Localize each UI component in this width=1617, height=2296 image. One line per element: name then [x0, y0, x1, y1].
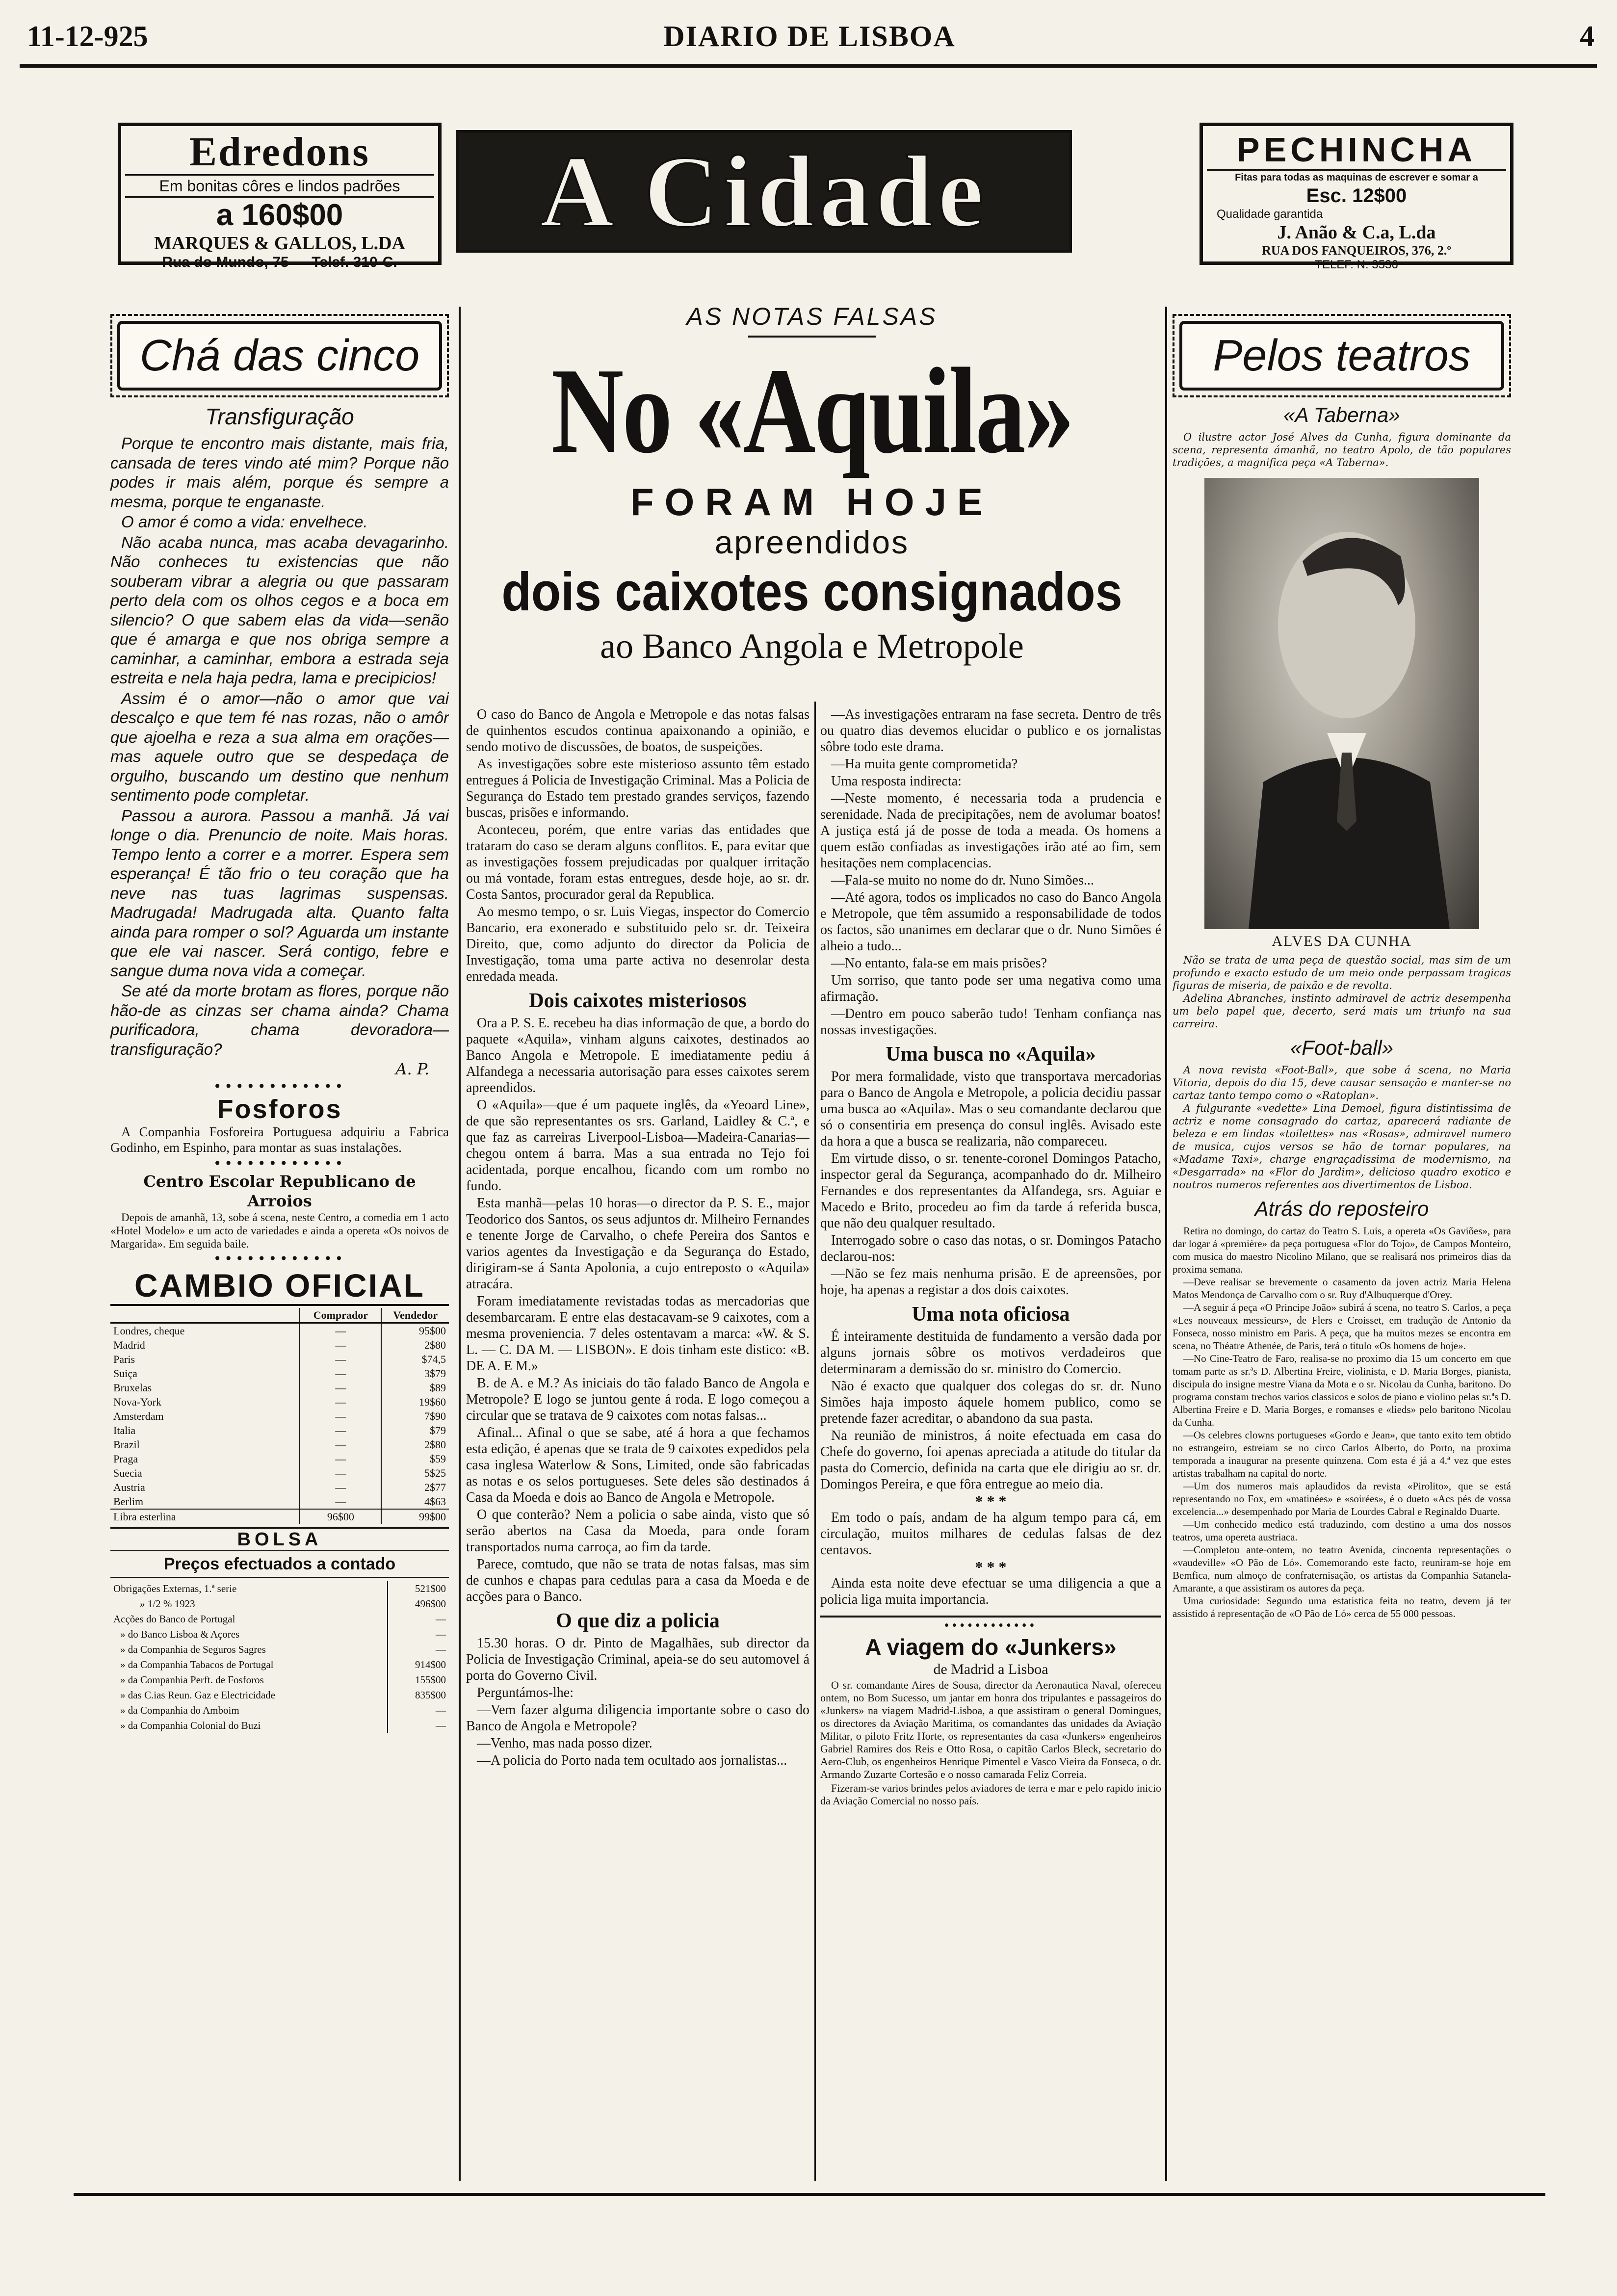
cambio-cell: — — [300, 1352, 381, 1366]
portrait-figure — [1204, 478, 1479, 929]
ad-pechincha-title: PECHINCHA — [1207, 130, 1506, 171]
cambio-cell: $59 — [430, 1453, 446, 1465]
cambio-cell: Bruxelas — [113, 1382, 152, 1394]
table-row — [110, 1672, 449, 1688]
ad-pechincha-phone: TELEF. N. 3536 — [1315, 258, 1398, 271]
masthead-page: 4 — [1580, 20, 1594, 52]
article-paragraph: Por mera formalidade, visto que transportava mercadorias para o Banco de Angola e Metropole, a policia decidiu passar uma busca ao «Aquila». Mas o seu comandante declarou que só o consentiria em presença do consul inglês. Avisado este da hora a que a busca se realizaria, não compareceu. — [820, 1069, 1161, 1149]
article-paragraph: Esta manhã—pelas 10 horas—o director da P. S. E., major Teodorico dos Santos, os seus adjuntos dr. Milheiro Fernandes e tenente Jorge de Carvalho, o chefe Pereira dos Santos e varios agentes da Investigação e da Segurança do Estado, dirigiram-se á Santa Apolonia, a cujo entreposto o «Aquila» atracára. — [466, 1196, 809, 1292]
article-paragraph: —Não se fez mais nenhuma prisão. E de apreensões, por hoje, ha apenas a registar a dos dois caixotes. — [820, 1266, 1161, 1298]
table-row — [110, 1596, 449, 1612]
bolsa-title: BOLSA — [110, 1527, 449, 1551]
bolsa-cell: — — [388, 1718, 449, 1733]
cambio-cell: 2$77 — [424, 1481, 446, 1493]
cambio-cell: 2$80 — [424, 1438, 446, 1451]
table-row — [110, 1642, 449, 1657]
table-row — [110, 1423, 449, 1437]
article-column-1 — [466, 706, 809, 2173]
cha-body — [110, 434, 449, 1059]
table-row — [110, 1612, 449, 1627]
cambio-cell: — — [300, 1494, 381, 1509]
cha-paragraph: Não acaba nunca, mas acaba devagarinho. Não conheces tu existencias que não souberam vibrar a alegria ou que passaram perto dela com os olhos cegos e a boca em silencio? O que sabem elas da vida—senão que é amarga e que nos obriga sempre a caminhar, a caminhar, embora a estrada seja estreita e nela haja pedra, lama e precipicios! — [110, 533, 449, 687]
bolsa-cell: 914$00 — [388, 1657, 449, 1672]
bolsa-cell: — — [388, 1612, 449, 1627]
article-subhead: O que diz a policia — [556, 1610, 720, 1632]
cambio-cell: Suecia — [113, 1467, 142, 1479]
bolsa-cell: » da Companhia Perft. de Fosforos — [120, 1674, 264, 1686]
ad-pechincha-line2: Qualidade garantida — [1217, 208, 1323, 221]
ad-pechincha-address: RUA DOS FANQUEIROS, 376, 2.º — [1262, 243, 1451, 258]
bolsa-cell: — — [388, 1627, 449, 1642]
teatros-paragraph: Adelina Abranches, instinto admiravel de actriz desempenha um belo papel que, decerto, será mais um triunfo na sua carreira. — [1173, 992, 1511, 1030]
bolsa-cell: 835$00 — [388, 1688, 449, 1703]
article-paragraph: O caso do Banco de Angola e Metropole e das notas falsas de quinhentos escudos continua apaixonando a opinião, e sendo motivo de discussões, de boatos, de suspeições. — [466, 707, 809, 755]
article-subhead: Uma nota oficiosa — [912, 1303, 1070, 1326]
junkers-paragraph: O sr. comandante Aires de Sousa, director da Aeronautica Naval, ofereceu ontem, no Bom Sucesso, um jantar em honra dos tripulantes e passageiros do «Junkers» na viagem Madrid-Lisboa, a que assistiram o general Domingues, os directores da Aviação Maritima, os comandantes das unidades da Aviação Militar, o piloto Fritz Horte, os representantes da casa «Junkers» engenheiros Gabriel Ramires dos Reis e Otto Rosa, o capitão Carlos Bleck, secretario do Aero-Club, os engenheiros Henrique Pimentel e Vasco Vieira da Fonseca, o dr. Armando Zuzarte Cortesão e o nosso camarada Feliz Correia. — [820, 1679, 1161, 1780]
article-paragraph: —Dentro em pouco saberão tudo! Tenham confiança nas nossas investigações. — [820, 1006, 1161, 1038]
bolsa-cell: » da Companhia Tabacos de Portugal — [120, 1659, 274, 1670]
column-rule-left — [459, 307, 461, 2181]
bolsa-table — [110, 1581, 449, 1733]
table-row — [110, 1657, 449, 1672]
cha-paragraph: O amor é como a vida: envelhece. — [121, 513, 368, 531]
cambio-cell: — — [300, 1338, 381, 1352]
table-row — [110, 1703, 449, 1718]
cambio-header-row — [110, 1308, 449, 1323]
teatros-intro: O ilustre actor José Alves da Cunha, figura dominante da scena, representa ámanhã, no teatro Apolo, de tão populares tradições, a magnifica peça «A Taberna». — [1173, 431, 1511, 469]
article-column-2 — [820, 706, 1161, 2173]
article-paragraph: Ao mesmo tempo, o sr. Luis Viegas, inspector do Comercio Bancario, era exonerado e substituido pelo sr. dr. Teixeira Direito, que, como adjunto do director da Policia de Investigação, toma uma parte activa no desenrolar desta enredada meada. — [466, 904, 809, 984]
cambio-cell: $79 — [430, 1424, 446, 1436]
cambio-header: Vendedor — [393, 1309, 438, 1321]
right-column — [1173, 314, 1511, 2178]
teatros-subhead: «Foot-ball» — [1290, 1036, 1394, 1059]
cambio-header: Comprador — [300, 1308, 381, 1323]
cambio-cell: $89 — [430, 1382, 446, 1394]
teatros-paragraph: A fulgurante «vedette» Lina Demoel, figura distintissima de actriz e nome consagrado do cartaz, aparecerá radiante de beleza e em lindas «toilettes» nas «Rosas», admiravel numero de musica, cujos versos se hão de tornar populares, na «Madame Taxi», charge engraçadissima de modernismo, na «Desgarrada» na «Flor do Jardim», delicioso quadro exotico e noutros numeros referentes aos divertimentos de Lisboa. — [1173, 1102, 1511, 1191]
masthead-date: 11-12-925 — [27, 20, 148, 52]
cambio-cell: 99$00 — [419, 1511, 446, 1523]
table-row — [110, 1509, 449, 1524]
cambio-table — [110, 1308, 449, 1524]
junkers-paragraph: Fizeram-se varios brindes pelos aviadores de terra e mar e pelo rapido inicio da Aviação Comercial no nosso país. — [820, 1782, 1161, 1807]
fosforos-text: A Companhia Fosforeira Portuguesa adquiriu a Fabrica Godinho, em Espinho, para montar as suas instalações. — [110, 1124, 449, 1155]
table-row — [110, 1688, 449, 1703]
cambio-cell: — — [300, 1452, 381, 1466]
article-paragraph: —A policia do Porto nada tem ocultado aos jornalistas... — [477, 1753, 787, 1768]
cambio-header — [110, 1308, 300, 1323]
teatros-header-frame — [1173, 314, 1511, 397]
cambio-cell: — — [300, 1409, 381, 1423]
bolsa-cell: 496$00 — [388, 1596, 449, 1612]
main-deck-1: FORAM HOJE — [630, 480, 994, 523]
arroios-title: Centro Escolar Republicano de Arroios — [143, 1172, 416, 1210]
table-row — [110, 1627, 449, 1642]
table-row — [110, 1381, 449, 1395]
article-paragraph: 15.30 horas. O dr. Pinto de Magalhães, sub director da Policia de Investigação Criminal, apeia-se do seu automovel á porta do Governo Civil. — [466, 1636, 809, 1683]
ad-edredons-line: Em bonitas côres e lindos padrões — [125, 174, 434, 198]
article-paragraph: Aconteceu, porém, que entre varias das entidades que trataram do caso se deram alguns conflitos. E, para evitar que as investigações fossem prejudicadas por qualquer irritação ou má vontade, foram estas entregues, desde hoje, ao sr. dr. Costa Santos, procurador geral da Republica. — [466, 822, 809, 902]
article-paragraph: —Neste momento, é necessaria toda a prudencia e serenidade. Nada de precipitações, nem de avolumar boatos! A justiça está já de posse de toda a meada. Os homens a quem estão confiadas as investigações irão até ao fim, sem hesitações nem complacencias. — [820, 791, 1161, 871]
article-paragraph: As investigações sobre este misterioso assunto têm estado entregues á Policia de Investigação Criminal. Mas a Policia de Segurança do Estado tem prestado grandes serviços, fazendo buscas, prisões e informando. — [466, 757, 809, 820]
table-row — [110, 1452, 449, 1466]
article-paragraph: —Até agora, todos os implicados no caso do Banco Angola e Metropole, que têm assumido a responsabilidade de todos os factos, são unanimes em declarar que o dr. Nuno Simões é alheio a tudo... — [820, 890, 1161, 954]
article-paragraph: Na reunião de ministros, á noite efectuada em casa do Chefe do governo, foi apenas apreciada a atitude do titular da pasta do Comercio, definida na carta que ele dirigiu ao sr. dr. Domingos Pereira, e que fôra entregue ao meio dia. — [820, 1428, 1161, 1492]
cambio-cell: 3$79 — [424, 1367, 446, 1380]
table-row — [110, 1366, 449, 1381]
teatros-paragraph: Uma curiosidade: Segundo uma estatistica feita no teatro, devem já ter assistido á representação de «O Pão de Ló» cerca de 55 000 pessoas. — [1173, 1595, 1511, 1619]
article-paragraph: Um sorriso, que tanto pode ser uma negativa como uma afirmação. — [820, 973, 1161, 1004]
cambio-cell: Berlim — [113, 1495, 144, 1508]
ad-pechincha — [1200, 123, 1513, 271]
cambio-cell: 19$60 — [419, 1396, 446, 1408]
junkers-title: A viagem do «Junkers» — [865, 1634, 1117, 1660]
bolsa-cell: » 1/2 % 1923 — [140, 1598, 195, 1610]
teatros-paragraph: —No Cine-Teatro de Faro, realisa-se no proximo dia 15 um concerto em que tomam parte as sr.ªs D. Albertina Freire, violinista, e D. Maria Borges, pianista, discipula do insigne mestre Viana da Mota e o sr. Nicolau da Cunha, baritono. Do programa constam trechos varios classicos e solos de piano e violino pelas sr.ªs D. Albertina Freire e D. Maria Borges, e romanses e «lieds» pelo baritono Nicolau da Cunha. — [1173, 1353, 1511, 1428]
cha-signature: A. P. — [395, 1060, 429, 1078]
cambio-cell: — — [300, 1480, 381, 1494]
teatros-body-1 — [1173, 954, 1511, 1030]
cambio-cell: Austria — [113, 1481, 145, 1493]
teatros-paragraph: —Um conhecido medico está traduzindo, com destino a uma dos nossos teatros, uma opereta austriaca. — [1173, 1518, 1511, 1543]
article-paragraph: —Fala-se muito no nome do dr. Nuno Simões... — [831, 873, 1094, 888]
cambio-cell: — — [300, 1366, 381, 1381]
cha-paragraph: Porque te encontro mais distante, mais fria, cansada de teres vindo até mim? Porque não podes ir mais além, porque és sempre a mesma, porque te enganaste. — [110, 434, 449, 511]
teatros-paragraph: Não se trata de uma peça de questão social, mas sim de um profundo e exacto estudo de um meio onde perpassam tragicas figuras de miseria, de paixão e de revolta. — [1173, 954, 1511, 991]
ad-edredons-price: a 160$00 — [216, 198, 343, 232]
teatros-subhead: «A Taberna» — [1283, 403, 1400, 426]
article-paragraph: Afinal... Afinal o que se sabe, até á hora a que fechamos esta edição, é apenas que se trata de 9 caixotes expedidos pela casa inglesa Waterlow & Sons, Limited, onde são fabricadas as notas e os selos portugueses. Sete deles são destinados á Casa da Moeda e dois ao Banco de Angola e Metropole. — [466, 1425, 809, 1505]
bolsa-cell: Acções do Banco de Portugal — [113, 1613, 235, 1625]
table-row — [110, 1718, 449, 1733]
bolsa-cell: 155$00 — [388, 1672, 449, 1688]
cambio-cell: Madrid — [113, 1339, 145, 1351]
main-deck-4: ao Banco Angola e Metropole — [600, 626, 1024, 666]
cambio-cell: 5$25 — [424, 1467, 446, 1479]
cambio-cell: — — [300, 1395, 381, 1409]
ad-edredons-title: Edredons — [189, 129, 370, 175]
masthead-rule — [20, 64, 1597, 68]
article-paragraph: Ainda esta noite deve efectuar se uma diligencia a que a policia liga muita importancia. — [820, 1576, 1161, 1607]
cambio-cell: — — [300, 1466, 381, 1480]
portrait-photo — [1204, 478, 1479, 929]
cambio-cell: Londres, cheque — [113, 1325, 185, 1337]
bolsa-cell: Obrigações Externas, 1.ª serie — [113, 1583, 237, 1594]
article-paragraph: Uma resposta indirecta: — [831, 774, 962, 789]
divider: •••••••••••• — [213, 1155, 346, 1172]
cambio-cell: 7$90 — [424, 1410, 446, 1422]
ad-edredons — [118, 123, 442, 270]
article-paragraph: Ora a P. S. E. recebeu ha dias informação de que, a bordo do paquete «Aquila», vinham alguns caixotes, destinados ao Banco Angola e Metropole. E imediatamente pediu á Alfandega a necessaria autorisação para esses caixotes serem apreendidos. — [466, 1016, 809, 1096]
cambio-cell: — — [300, 1323, 381, 1338]
article-paragraph: B. de A. e M.? As iniciais do tão falado Banco de Angola e Metropole? E logo se juntou gente á roda. E logo começou a circular que se tratava de 9 caixotes com notas falsas... — [466, 1376, 809, 1423]
teatros-header: Pelos teatros — [1179, 321, 1504, 391]
table-row — [110, 1409, 449, 1423]
cha-header: Chá das cinco — [117, 321, 442, 391]
bolsa-cell: » das C.ias Reun. Gaz e Electricidade — [120, 1689, 276, 1701]
article-paragraph: —Vem fazer alguma diligencia importante sobre o caso do Banco de Angola e Metropole? — [466, 1702, 809, 1734]
divider: •••••••••••• — [820, 1616, 1161, 1634]
article-paragraph: —As investigações entraram na fase secreta. Dentro de três ou quatro dias devemos elucidar o publico e os jornalistas sôbre todo este drama. — [820, 707, 1161, 755]
bolsa-cell: 521$00 — [388, 1581, 449, 1596]
cambio-cell: 2$80 — [424, 1339, 446, 1351]
table-row — [110, 1480, 449, 1494]
ad-edredons-firm: MARQUES & GALLOS, L.DA — [154, 233, 405, 254]
kicker-ornament — [748, 336, 876, 338]
article-subhead: Dois caixotes misteriosos — [529, 990, 747, 1012]
table-row — [110, 1494, 449, 1509]
teatros-body-3 — [1173, 1225, 1511, 1620]
junkers-body — [820, 1679, 1161, 1807]
article-paragraph: Em todo o país, andam de ha algum tempo para cá, em circulação, muitos milhares de cedulas falsas de dez centavos. — [820, 1510, 1161, 1558]
left-column — [110, 314, 449, 2183]
cambio-cell: $74,5 — [421, 1353, 446, 1365]
teatros-body-2 — [1173, 1064, 1511, 1191]
fosforos-title: Fosforos — [217, 1095, 342, 1124]
cambio-cell: — — [300, 1423, 381, 1437]
cambio-cell: Nova-York — [113, 1396, 161, 1408]
bottom-rule — [74, 2193, 1545, 2196]
ad-pechincha-price: Esc. 12$00 — [1306, 185, 1407, 207]
teatros-subhead: Atrás do reposteiro — [1254, 1197, 1429, 1220]
table-row — [110, 1395, 449, 1409]
divider: •••••••••••• — [213, 1251, 346, 1267]
stars-separator: * * * — [975, 1558, 1007, 1576]
ad-edredons-address: Rua do Mundo, 75 — Telef. 310-C. — [162, 254, 397, 270]
stars-separator: * * * — [975, 1492, 1007, 1510]
teatros-paragraph: —Um dos numeros mais aplaudidos da revista «Pirolito», que se está representando no Fox, em «matinées» e «soirées», é o dueto «Acs pés de vossa excelencia...» desempenhado por Maria de Lourdes Cabral e Reginaldo Duarte. — [1173, 1480, 1511, 1517]
cambio-cell: 96$00 — [300, 1509, 381, 1524]
table-row — [110, 1352, 449, 1366]
article-paragraph: O «Aquila»—que é um paquete inglês, da «Yeoard Line», de que são representantes os srs. Garland, Laidley & C.ª, e que faz as carreiras Liverpool-Lisboa—Madeira-Canarias—chegou ontem á barra. Mas a sua entrada no Tejo foi acidentada, porque encalhou, ficando com um rombo no fundo. — [466, 1097, 809, 1194]
teatros-paragraph: —Deve realisar se brevemente o casamento da joven actriz Maria Helena Matos Mendonça de Carvalho com o sr. Ruy d'Albuquerque d'Orey. — [1173, 1276, 1511, 1301]
section-logo-box — [456, 130, 1072, 253]
cambio-cell: — — [300, 1437, 381, 1452]
table-row — [110, 1466, 449, 1480]
article-paragraph: —Venho, mas nada posso dizer. — [477, 1736, 652, 1751]
cambio-cell: 4$63 — [424, 1495, 446, 1508]
arroios-text: Depois de amanhã, 13, sobe á scena, neste Centro, a comedia em 1 acto «Hotel Modelo» e um acto de variedades e ainda a opereta «Os noivos de Margarida». Em seguida baile. — [110, 1211, 449, 1250]
article-paragraph: É inteiramente destituida de fundamento a versão dada por alguns jornais sôbre os motivos verdadeiros que determinaram a demissão do sr. ministro do Comercio. — [820, 1329, 1161, 1377]
cha-paragraph: Se até da morte brotam as flores, porque não hão-de as cinzas ser chama ainda? Chama purificadora, chama devoradora—transfiguração? — [110, 982, 449, 1058]
cambio-cell: Suiça — [113, 1367, 137, 1380]
cambio-cell: Amsterdam — [113, 1410, 164, 1422]
cha-subtitle: Transfiguração — [205, 404, 354, 429]
cambio-cell: Libra esterlina — [113, 1511, 176, 1523]
ad-pechincha-firm: J. Anão & C.a, L.da — [1277, 222, 1436, 243]
article-paragraph: Interrogado sobre o caso das notas, o sr. Domingos Patacho declarou-nos: — [820, 1233, 1161, 1264]
article-paragraph: Em virtude disso, o sr. tenente-coronel Domingos Patacho, inspector geral da Segurança, acompanhado do dr. Milheiro Fernandes e dos representantes da Alfandega, srs. Aguiar e Macedo e Brito, procedeu ao fim da tarde á referida busca, que não deu qualquer resultado. — [820, 1151, 1161, 1231]
main-deck-2: apreendidos — [714, 524, 910, 560]
bolsa-cell: » do Banco Lisboa & Açores — [120, 1628, 240, 1640]
article-paragraph: Perguntámos-lhe: — [477, 1685, 574, 1700]
cambio-cell: Paris — [113, 1353, 135, 1365]
section-logo: A Cidade — [540, 135, 989, 249]
article-paragraph: Foram imediatamente revistadas todas as mercadorias que desembarcaram. E entre elas destacavam-se 9 caixotes, com a mesma proveniencia. 7 deles ostentavam a marca: «W. & S. L. — C. DA M. — LISBON». E dois tinham este distico: «B. DE A. E M.» — [466, 1294, 809, 1374]
junkers-subtitle: de Madrid a Lisboa — [933, 1661, 1048, 1677]
main-headline-block — [464, 299, 1160, 706]
article-paragraph: Não é exacto que qualquer dos colegas do sr. dr. Nuno Simões haja imposto áquele homem publico, como se pretende fazer acreditar, o abandono da sua pasta. — [820, 1379, 1161, 1426]
main-deck-3: dois caixotes consignados — [501, 562, 1122, 622]
teatros-paragraph: Retira no domingo, do cartaz do Teatro S. Luis, a opereta «Os Gaviões», para dar logar á «première» da peça portuguesa «Flor do Tojo», de Campos Monteiro, com musica do maestro Nicolino Milano, que se realisará nos primeiros dias da proxima semana. — [1173, 1225, 1511, 1275]
divider: •••••••••••• — [213, 1078, 346, 1095]
table-row — [110, 1437, 449, 1452]
portrait-caption: ALVES DA CUNHA — [1272, 933, 1412, 949]
article-paragraph: —No entanto, fala-se em mais prisões? — [831, 956, 1047, 971]
column-rule-right — [1165, 307, 1167, 2181]
cambio-cell: — — [300, 1381, 381, 1395]
column-rule-center — [814, 702, 816, 2181]
cha-header-frame — [110, 314, 449, 397]
bolsa-subtitle: Preços efectuados a contado — [110, 1551, 449, 1578]
article-paragraph: Parece, comtudo, que não se trata de notas falsas, mas sim de cunhos e chapas para cedulas para a casa da Moeda e de acções para o Banco. — [466, 1557, 809, 1604]
bolsa-cell: » da Companhia de Seguros Sagres — [120, 1644, 266, 1655]
cambio-cell: Brazil — [113, 1438, 140, 1451]
table-row — [110, 1338, 449, 1352]
bolsa-cell: — — [388, 1642, 449, 1657]
teatros-paragraph: A nova revista «Foot-Ball», que sobe á scena, no Maria Vitoria, depois do dia 15, deve causar sensação e manter-se no cartaz tanto tempo como o «Ratoplan». — [1173, 1064, 1511, 1101]
cha-paragraph: Passou a aurora. Passou a manhã. Já vai longe o dia. Prenuncio de noite. Mais horas. Tempo lento a correr e a morrer. Espera sem esperança! É tão frio o teu coração que ha neve nas tuas lagrimas suspensas. Madrugada! Madrugada alta. Quanto falta ainda para romper o sol? Aguarda um instante que ele vai nascer. Será contigo, febre e sangue duma nova vida a começar. — [110, 806, 449, 980]
cambio-cell: Italia — [113, 1424, 136, 1436]
teatros-paragraph: —Os celebres clowns portugueses «Gordo e Jean», que tanto exito tem obtido no estrangeiro, estreiam se no circo Carlos Alberto, do Porto, na proxima temporada a inaugurar na presente quinzena. Com esta é já a 4.ª vez que estes artistas trabalham na capital do norte. — [1173, 1429, 1511, 1479]
article-paragraph: O que conterão? Nem a policia o sabe ainda, visto que só serão abertos na Casa da Moeda, para onde foram transportados numa carroça, ao fim da tarde. — [466, 1507, 809, 1555]
bolsa-cell: » da Companhia Colonial do Buzi — [120, 1720, 261, 1731]
cha-paragraph: Assim é o amor—não o amor que vai descalço e que tem fé nas rozas, não o amôr que ajoelha e reza a sua alma em orações—mas aquele outro que se despedaça de orgulho, buscando um destino que nenhum sentimento pode completar. — [110, 689, 449, 804]
bolsa-cell: » da Companhia do Amboim — [120, 1704, 239, 1716]
table-row — [110, 1581, 449, 1596]
table-row — [110, 1323, 449, 1338]
main-headline: No «Aquila» — [551, 343, 1073, 479]
ad-pechincha-line: Fitas para todas as maquinas de escrever e somar a — [1235, 172, 1478, 183]
article-subhead: Uma busca no «Aquila» — [886, 1043, 1096, 1066]
teatros-paragraph: —Completou ante-ontem, no teatro Avenida, cincoenta representações o «vaudeville» «O Pão de Ló». Comemorando este facto, reuniram-se hoje em Bemfica, num almoço de confraternisação, os artistas da Companhia Satanela-Amarante, a que assistiram os autores da peça. — [1173, 1544, 1511, 1594]
bolsa-cell: — — [388, 1703, 449, 1718]
main-kicker: AS NOTAS FALSAS — [686, 303, 938, 330]
cambio-title: CAMBIO OFICIAL — [110, 1267, 449, 1306]
article-paragraph: —Ha muita gente comprometida? — [831, 757, 1018, 772]
cambio-cell: Praga — [113, 1453, 138, 1465]
masthead-title: DIARIO DE LISBOA — [663, 20, 956, 52]
cambio-cell: 95$00 — [419, 1325, 446, 1337]
teatros-paragraph: —A seguir á peça «O Principe João» subirá á scena, no teatro S. Carlos, a peça «Les nouveaux messieurs», de Flers e Croisset, em tradução de Antonio da Fonseca, nosso ministro em Paris. A peça, que ha muitos mezes se encontra em scena, no Théatre Athenée, de Paris, terá o titulo «Os homens de hoje». — [1173, 1302, 1511, 1352]
